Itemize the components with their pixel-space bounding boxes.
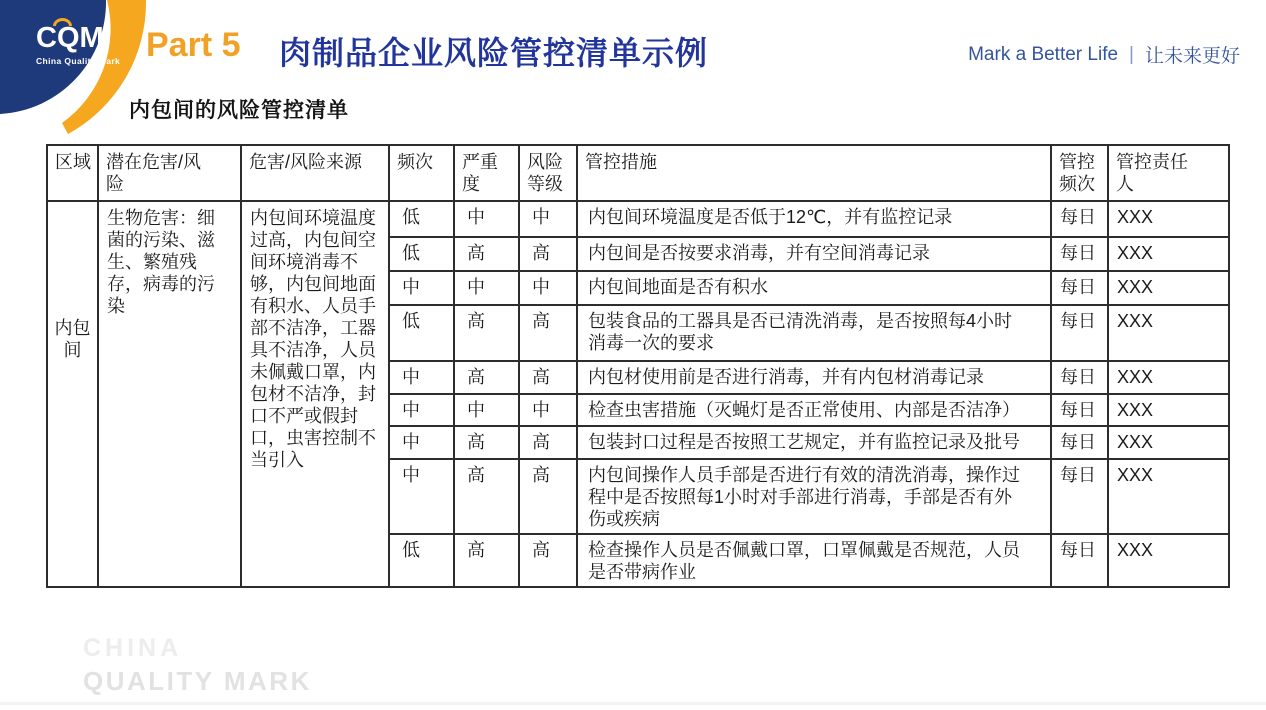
cell-control-measure: 内包间操作人员手部是否进行有效的清洗消毒，操作过程中是否按照每1小时对手部进行消毒，手部是否有外伤或疾病	[577, 459, 1051, 534]
watermark-line2: QUALITY MARK	[83, 666, 312, 696]
logo-subtitle: China Quality Mark	[36, 56, 121, 66]
col-header-potential-hazard: 潜在危害/风险	[98, 145, 241, 201]
brand-tagline	[968, 41, 1240, 68]
cell-severity: 中	[454, 394, 519, 426]
cell-control-frequency: 每日	[1051, 305, 1108, 361]
cell-severity: 高	[454, 459, 519, 534]
risk-control-table	[46, 144, 1230, 588]
logo-text	[36, 22, 120, 66]
part-label: Part 5	[146, 26, 241, 64]
col-header-responsible: 管控责任人	[1108, 145, 1229, 201]
cell-frequency: 低	[389, 201, 454, 237]
col-header-risk-level: 风险等级	[519, 145, 577, 201]
table-header-row	[47, 145, 1229, 201]
cell-risk-level: 高	[519, 426, 577, 459]
cell-risk-level: 中	[519, 394, 577, 426]
cell-severity: 高	[454, 426, 519, 459]
tagline-zh: 让未来更好	[1144, 46, 1240, 67]
section-title: 内包间的风险管控清单	[129, 99, 349, 122]
cell-hazard-source: 内包间环境温度过高，内包间空间环境消毒不够，内包间地面有积水、人员手部不洁净，工器具不洁净，人员未佩戴口罩，内包材不洁净，封口不严或假封口，虫害控制不当引入	[241, 201, 389, 587]
cell-frequency: 低	[389, 305, 454, 361]
cell-frequency: 中	[389, 271, 454, 305]
col-header-severity: 严重度	[454, 145, 519, 201]
slide-title: 肉制品企业风险管控清单示例	[279, 35, 709, 71]
bottom-divider	[0, 702, 1266, 705]
cell-control-frequency: 每日	[1051, 271, 1108, 305]
cell-severity: 高	[454, 361, 519, 394]
tagline-en: Mark a Better Life	[968, 43, 1119, 65]
watermark-line1: CHINA	[83, 634, 183, 662]
cell-control-frequency: 每日	[1051, 426, 1108, 459]
cell-area: 内包间	[47, 201, 98, 587]
col-header-hazard-source: 危害/风险来源	[241, 145, 389, 201]
cell-frequency: 低	[389, 237, 454, 271]
cell-frequency: 中	[389, 426, 454, 459]
cell-control-measure: 检查虫害措施（灭蝇灯是否正常使用、内部是否洁净）	[577, 394, 1051, 426]
cell-risk-level: 高	[519, 459, 577, 534]
logo-acronym: CQM	[36, 22, 104, 54]
cell-responsible: XXX	[1108, 426, 1229, 459]
cell-responsible: XXX	[1108, 237, 1229, 271]
cell-risk-level: 高	[519, 361, 577, 394]
cell-risk-level: 高	[519, 534, 577, 587]
cell-control-measure: 包装封口过程是否按照工艺规定，并有监控记录及批号	[577, 426, 1051, 459]
cell-risk-level: 高	[519, 305, 577, 361]
cell-control-frequency: 每日	[1051, 201, 1108, 237]
col-header-control-frequency: 管控频次	[1051, 145, 1108, 201]
cell-frequency: 低	[389, 534, 454, 587]
watermark	[83, 634, 312, 697]
cell-potential-hazard: 生物危害：细菌的污染、滋生、繁殖残存，病毒的污染	[98, 201, 241, 587]
cell-frequency: 中	[389, 361, 454, 394]
cell-severity: 高	[454, 237, 519, 271]
cell-severity: 中	[454, 271, 519, 305]
cell-control-measure: 检查操作人员是否佩戴口罩，口罩佩戴是否规范，人员是否带病作业	[577, 534, 1051, 587]
cell-frequency: 中	[389, 394, 454, 426]
cell-control-measure: 内包间环境温度是否低于12℃，并有监控记录	[577, 201, 1051, 237]
cell-risk-level: 高	[519, 237, 577, 271]
col-header-control-measure: 管控措施	[577, 145, 1051, 201]
cell-risk-level: 中	[519, 271, 577, 305]
cell-frequency: 中	[389, 459, 454, 534]
cell-control-frequency: 每日	[1051, 361, 1108, 394]
cell-responsible: XXX	[1108, 305, 1229, 361]
cell-severity: 中	[454, 201, 519, 237]
cell-control-measure: 内包间地面是否有积水	[577, 271, 1051, 305]
cell-control-measure: 内包材使用前是否进行消毒，并有内包材消毒记录	[577, 361, 1051, 394]
cell-severity: 高	[454, 534, 519, 587]
cell-responsible: XXX	[1108, 201, 1229, 237]
cell-control-measure: 内包间是否按要求消毒，并有空间消毒记录	[577, 237, 1051, 271]
cell-control-frequency: 每日	[1051, 534, 1108, 587]
cell-responsible: XXX	[1108, 394, 1229, 426]
col-header-frequency: 频次	[389, 145, 454, 201]
cell-responsible: XXX	[1108, 459, 1229, 534]
cell-control-frequency: 每日	[1051, 394, 1108, 426]
cell-responsible: XXX	[1108, 534, 1229, 587]
cell-risk-level: 中	[519, 201, 577, 237]
cell-control-frequency: 每日	[1051, 237, 1108, 271]
cell-control-measure: 包装食品的工器具是否已清洗消毒，是否按照每4小时消毒一次的要求	[577, 305, 1051, 361]
col-header-area: 区域	[47, 145, 98, 201]
cell-responsible: XXX	[1108, 271, 1229, 305]
cell-control-frequency: 每日	[1051, 459, 1108, 534]
cell-severity: 高	[454, 305, 519, 361]
cell-responsible: XXX	[1108, 361, 1229, 394]
tagline-separator: |	[1129, 43, 1134, 65]
table-row	[47, 201, 1229, 237]
